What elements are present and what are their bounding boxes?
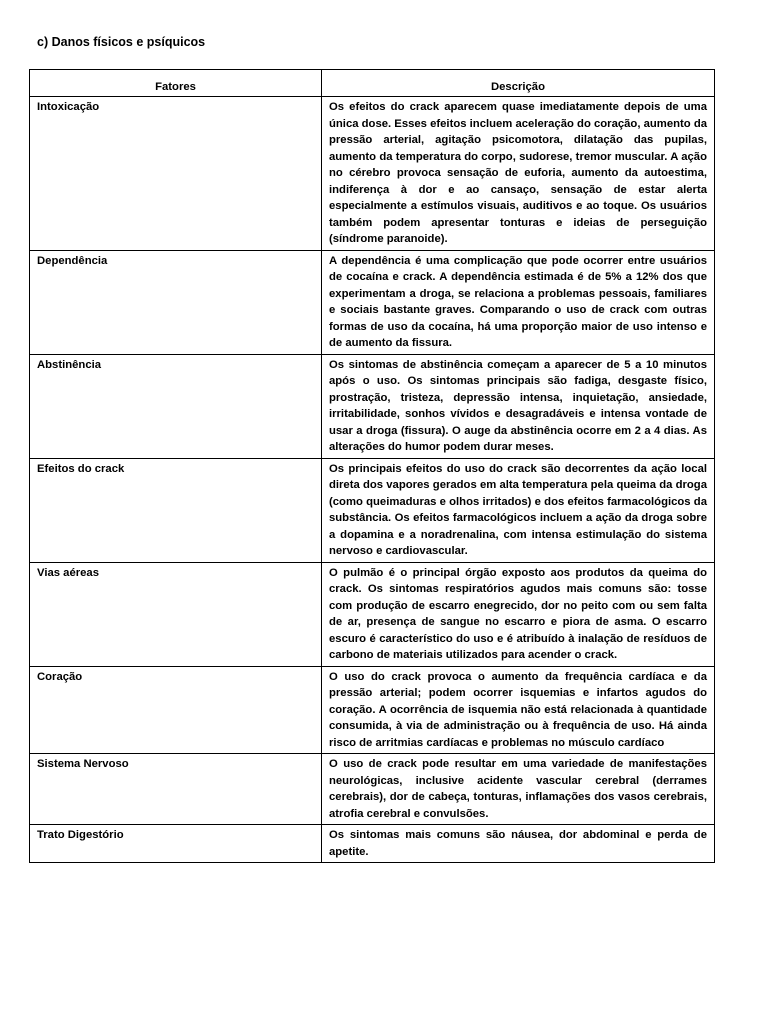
table-row xyxy=(30,354,715,458)
factor-description: O pulmão é o principal órgão exposto aos produtos da queima do crack. Os sintomas respiratórios agudos mais comuns são: tosse com produção de escarro enegrecido, dor no peito com ou sem falta de ar, presença de sangue no escarro e piora de asma. O escarro escuro é característico do uso e é atribuído à inalação de resíduos de carbono de materiais utilizados para acender o crack. xyxy=(322,562,715,666)
factor-name: Abstinência xyxy=(30,354,322,458)
factor-description: Os sintomas mais comuns são náusea, dor abdominal e perda de apetite. xyxy=(322,825,715,863)
table-row xyxy=(30,250,715,354)
factor-name: Dependência xyxy=(30,250,322,354)
factor-name: Trato Digestório xyxy=(30,825,322,863)
header-description: Descrição xyxy=(322,70,715,97)
table-header-row xyxy=(30,70,715,97)
factor-description: Os sintomas de abstinência começam a aparecer de 5 a 10 minutos após o uso. Os sintomas principais são fadiga, desgaste físico, prostração, tristeza, depressão intensa, inquietação, ansiedade, irritabilidade, sonhos vívidos e desagradáveis e intensa vontade de usar a droga (fissura). O auge da abstinência ocorre em 2 a 4 dias. As alterações do humor podem durar meses. xyxy=(322,354,715,458)
header-factor: Fatores xyxy=(30,70,322,97)
factors-table xyxy=(29,69,715,863)
table-row xyxy=(30,754,715,825)
factor-description: O uso do crack provoca o aumento da frequência cardíaca e da pressão arterial; podem ocorrer isquemias e infartos agudos do coração. A ocorrência de isquemia não está relacionada à quantidade consumida, à via de administração ou à frequência de uso. Há ainda risco de arritmias cardíacas e problemas no músculo cardíaco xyxy=(322,666,715,754)
table-row xyxy=(30,666,715,754)
factor-name: Sistema Nervoso xyxy=(30,754,322,825)
table-row xyxy=(30,458,715,562)
table-row xyxy=(30,97,715,251)
factor-description: O uso de crack pode resultar em uma variedade de manifestações neurológicas, inclusive acidente vascular cerebral (derrames cerebrais), dor de cabeça, tonturas, inflamações dos vasos cerebrais, atrofia cerebral e convulsões. xyxy=(322,754,715,825)
factor-description: Os efeitos do crack aparecem quase imediatamente depois de uma única dose. Esses efeitos incluem aceleração do coração, aumento da pressão arterial, agitação psicomotora, dilatação das pupilas, aumento da temperatura do corpo, sudorese, tremor muscular. A ação no cérebro provoca sensação de euforia, aumento da autoestima, indiferença à dor e ao cansaço, sensação de estar alerta especialmente a estímulos visuais, auditivos e ao toque. Os usuários também podem apresentar tonturas e ideias de perseguição (síndrome paranoide). xyxy=(322,97,715,251)
factor-name: Coração xyxy=(30,666,322,754)
factor-description: Os principais efeitos do uso do crack são decorrentes da ação local direta dos vapores gerados em alta temperatura pela queima da droga (como queimaduras e olhos irritados) e dos efeitos farmacológicos da substância. Os efeitos farmacológicos incluem a ação da droga sobre a dopamina e a noradrenalina, com intensa estimulação do sistema nervoso e cardiovascular. xyxy=(322,458,715,562)
factor-name: Vias aéreas xyxy=(30,562,322,666)
factor-description: A dependência é uma complicação que pode ocorrer entre usuários de cocaína e crack. A dependência estimada é de 5% a 12% dos que experimentam a droga, se relaciona a problemas pessoais, familiares e sociais bastante graves. Comparando o uso de crack com outras formas de uso da cocaína, há uma proporção maior de uso intenso e de aumento da fissura. xyxy=(322,250,715,354)
factor-name: Intoxicação xyxy=(30,97,322,251)
factor-name: Efeitos do crack xyxy=(30,458,322,562)
section-heading: c) Danos físicos e psíquicos xyxy=(37,35,206,49)
table-row xyxy=(30,825,715,863)
table-row xyxy=(30,562,715,666)
